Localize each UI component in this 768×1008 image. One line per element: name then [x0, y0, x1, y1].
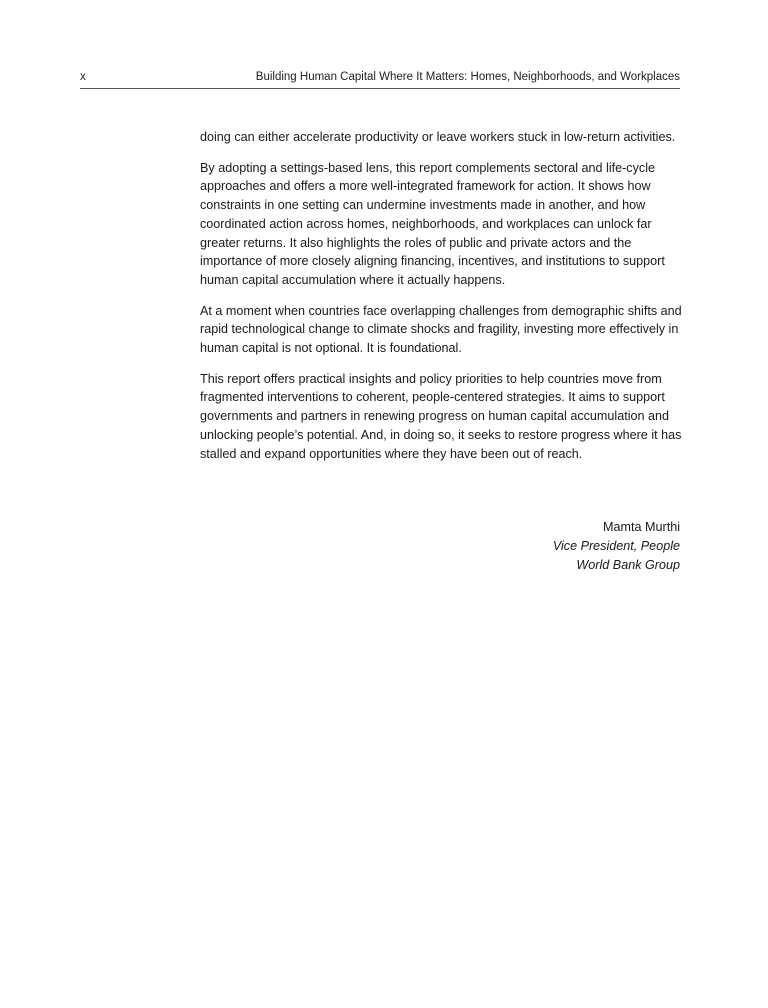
running-header [80, 70, 680, 89]
paragraph-settings-lens: By adopting a settings-based lens, this report complements sectoral and life-cycle approaches and offers a more well-integrated framework for action. It shows how constraints in one setting can undermine investments made in another, and how coordinated action across homes, neighborhoods, and workplaces can unlock far greater returns. It also highlights the roles of public and private actors and the importance of more closely aligning financing, incentives, and institutions to support human capital accumulation where it actually happens. [200, 160, 665, 287]
body-text [200, 128, 682, 475]
paragraph-practical-insights: This report offers practical insights and policy priorities to help countries move from fragmented interventions to coherent, people-centered strategies. It aims to support governments and partners in renewing progress on human capital accumulation and unlocking people’s potential. And, in doing so, it seeks to restore progress where it has stalled and expand opportunities where they have been out of reach. [200, 371, 682, 461]
paragraph-continuation: doing can either accelerate productivity or leave workers stuck in low-return activities. [200, 130, 676, 144]
running-title: Building Human Capital Where It Matters: Homes, Neighborhoods, and Workplaces [255, 71, 680, 83]
paragraph-challenges: At a moment when countries face overlapping challenges from demographic shifts and rapid technological change to climate shocks and fragility, investing more effectively in human capital is not optional. It is foundational. [200, 303, 682, 356]
signatory-title: Vice President, People [552, 539, 680, 553]
page-number: x [80, 71, 86, 83]
signatory-name: Mamta Murthi [603, 520, 680, 534]
signatory-organization: World Bank Group [576, 558, 680, 572]
signature-block [380, 518, 680, 575]
